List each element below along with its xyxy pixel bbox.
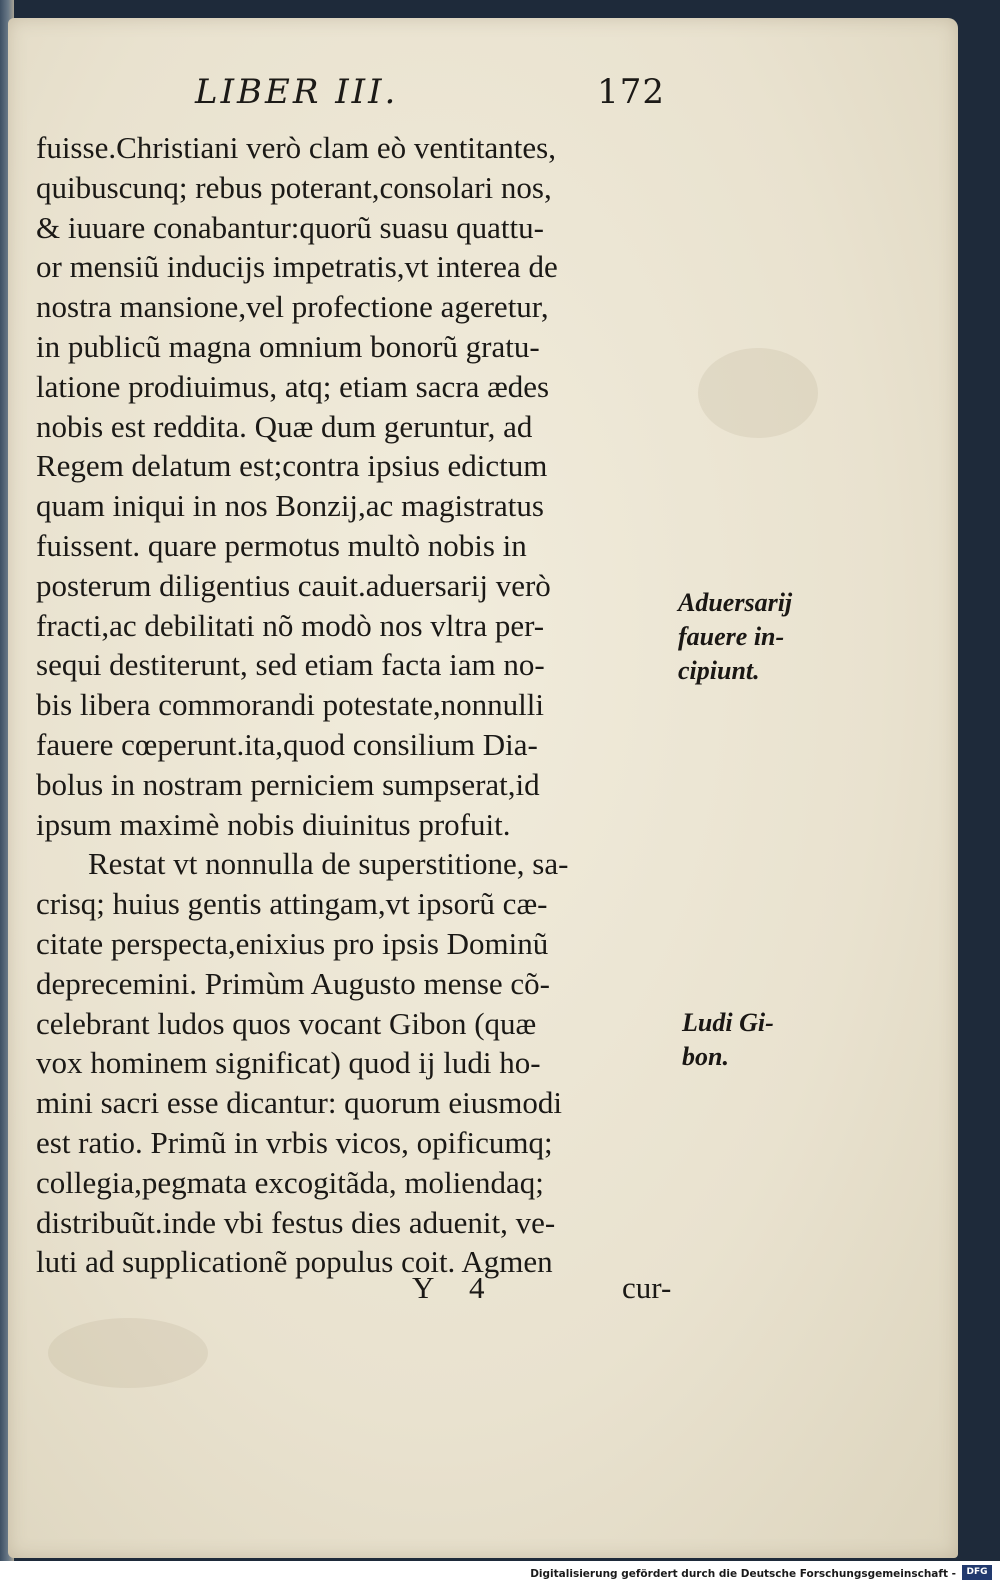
dfg-logo: DFG (962, 1565, 992, 1580)
text-line: crisq; huius gentis attingam,vt ipsorũ cæ- (36, 886, 548, 922)
paper-stain (48, 1318, 208, 1388)
text-line: in publicũ magna omnium bonorũ gratu- (36, 328, 540, 364)
text-line: & iuuare conabantur:quorũ suasu quattu- (36, 209, 544, 245)
text-line: fuisse.Christiani verò clam eò ventitantes, (36, 130, 556, 165)
text-line: nostra mansione,vel profectione ageretur, (36, 289, 549, 325)
text-line: posterum diligentius cauit.aduersarij verò (36, 567, 551, 603)
text-line: bolus in nostram perniciem sumpserat,id (36, 766, 540, 802)
text-line: Regem delatum est;contra ipsius edictum (36, 448, 548, 484)
margin-note-ludi-gibon (682, 1006, 774, 1074)
text-line: ipsum maximè nobis diuinitus profuit. (36, 806, 511, 842)
text-line: bis libera commorandi potestate,nonnulli (36, 687, 544, 723)
signature-mark: Y 4 (412, 1270, 499, 1305)
text-line: collegia,pegmata excogitãda, moliendaq; (36, 1164, 544, 1200)
text-line: est ratio. Primũ in vrbis vicos, opificumq; (36, 1124, 553, 1160)
margin-note-line: fauere in- (678, 622, 785, 651)
text-line: fracti,ac debilitati nõ modò nos vltra per- (36, 607, 545, 643)
text-line: fuissent. quare permotus multò nobis in (36, 527, 527, 563)
text-line: deprecemini. Primùm Augusto mense cõ- (36, 965, 550, 1001)
margin-note-line: bon. (682, 1042, 729, 1071)
text-line: or mensiũ inducijs impetratis,vt interea de (36, 249, 558, 285)
text-line: quam iniqui in nos Bonzij,ac magistratus (36, 488, 544, 524)
margin-note-line: Ludi Gi- (682, 1008, 774, 1037)
running-title: LIBER III. (195, 72, 399, 112)
paragraph-start-line: Restat vt nonnulla de superstitione, sa- (88, 846, 569, 882)
text-line: vox hominem significat) quod ij ludi ho- (36, 1045, 541, 1081)
page-foot (36, 1270, 686, 1310)
margin-note-line: Aduersarij (678, 588, 793, 617)
text-line: fauere cœperunt.ita,quod consilium Dia- (36, 726, 538, 762)
page-number: 172 (597, 72, 665, 112)
paper-stain (698, 348, 818, 438)
running-header (195, 72, 665, 122)
margin-note-line: cipiunt. (678, 656, 760, 685)
digitization-footer (0, 1561, 1000, 1583)
text-line: mini sacri esse dicantur: quorum eiusmodi (36, 1085, 563, 1121)
funding-credit: Digitalisierung gefördert durch die Deutsche Forschungsgemeinschaft - (530, 1568, 956, 1580)
text-line: distribuũt.inde vbi festus dies aduenit, ve- (36, 1204, 556, 1240)
text-line: quibuscunq; rebus poterant,consolari nos, (36, 169, 552, 205)
text-line: celebrant ludos quos vocant Gibon (quæ (36, 1005, 537, 1041)
catchword: cur- (622, 1270, 672, 1305)
text-line: luti ad supplicationẽ populus coit. Agmen (36, 1244, 553, 1280)
text-line: sequi destiterunt, sed etiam facta iam no- (36, 647, 545, 683)
text-line: citate perspecta,enixius pro ipsis Dominũ (36, 925, 549, 961)
main-text-block (36, 128, 676, 1282)
text-line: latione prodiuimus, atq; etiam sacra ædes (36, 368, 550, 404)
text-line: nobis est reddita. Quæ dum geruntur, ad (36, 408, 533, 444)
margin-note-adversaries (678, 586, 792, 688)
